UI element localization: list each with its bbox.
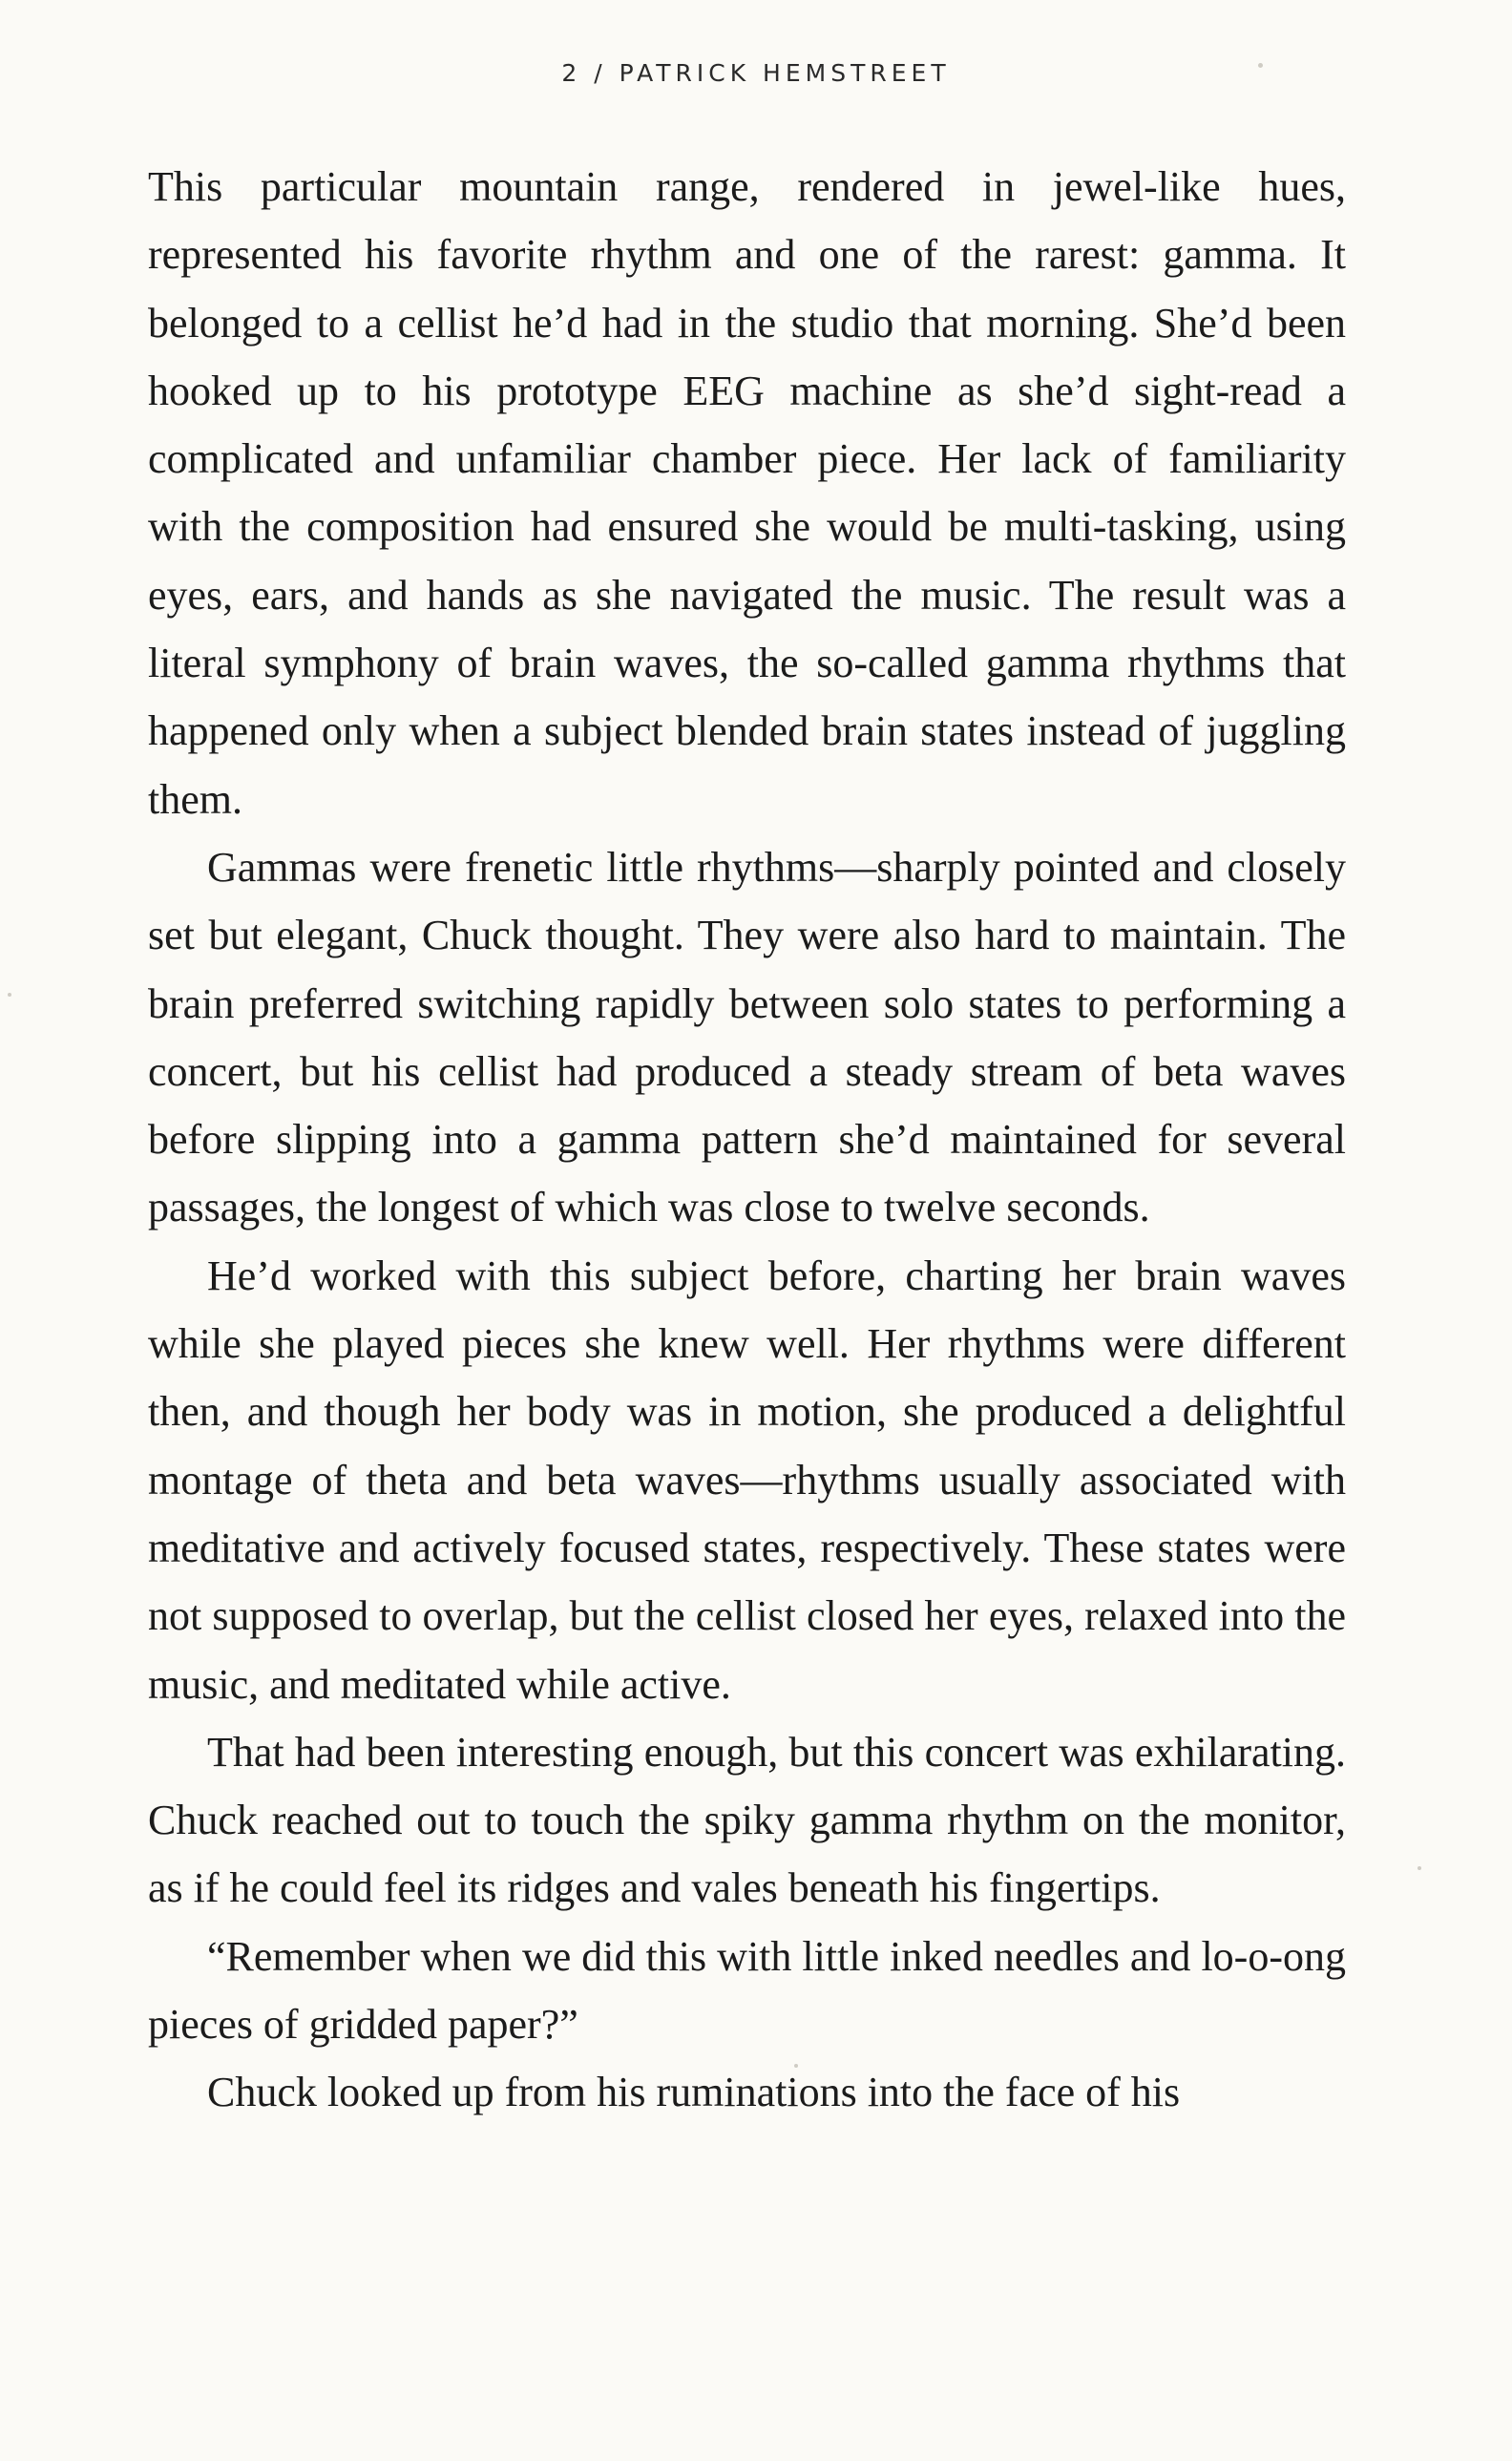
paragraph-4: That had been interesting enough, but this concert was exhilarating. Chuck reached out to touch the spiky gamma rhythm on the monitor, as if he could feel its ridges and vales beneath his fingertips. (148, 1728, 1346, 1912)
body-text (148, 153, 1346, 2127)
paragraph-2: Gammas were frenetic little rhythms—sharply pointed and closely set but elegant, Chuck thought. They were also hard to maintain. The brain preferred switching rapidly between solo states to performing a concert, but his cellist had produced a steady stream of beta waves before slipping into a gamma pattern she’d maintained for several passages, the longest of which was close to twelve seconds. (148, 843, 1346, 1231)
paper-speck (8, 993, 11, 997)
paper-speck (1258, 63, 1263, 68)
paragraph-1: This particular mountain range, rendered in jewel-like hues, represented his favorite rhythm and one of the rarest: gamma. It belonged to a cellist he’d had in the studio that morning. She’d been hooked up to his prototype EEG machine as she’d sight-read a complicated and unfamiliar chamber piece. Her lack of familiarity with the composition had ensured she would be multi-tasking, using eyes, ears, and hands as she navigated the music. The result was a literal symphony of brain waves, the so-called gamma rhythms that happened only when a subject blended brain states instead of juggling them. (148, 163, 1346, 823)
paragraph-5: “Remember when we did this with little inked needles and lo-o-ong pieces of gridded paper?” (148, 1932, 1346, 2049)
paragraph-6: Chuck looked up from his ruminations into the face of his (207, 2069, 1181, 2116)
paper-speck (794, 2064, 798, 2068)
paragraph-3: He’d worked with this subject before, charting her brain waves while she played pieces she knew well. Her rhythms were different then, and though her body was in motion, she produced a delightful montage of theta and beta waves—rhythms usually associated with meditative and actively focused states, respectively. These states were not supposed to overlap, but the cellist closed her eyes, relaxed into the music, and meditated while active. (148, 1252, 1346, 1708)
running-head: 2 / PATRICK HEMSTREET (561, 59, 951, 87)
paper-speck (1418, 1866, 1421, 1870)
